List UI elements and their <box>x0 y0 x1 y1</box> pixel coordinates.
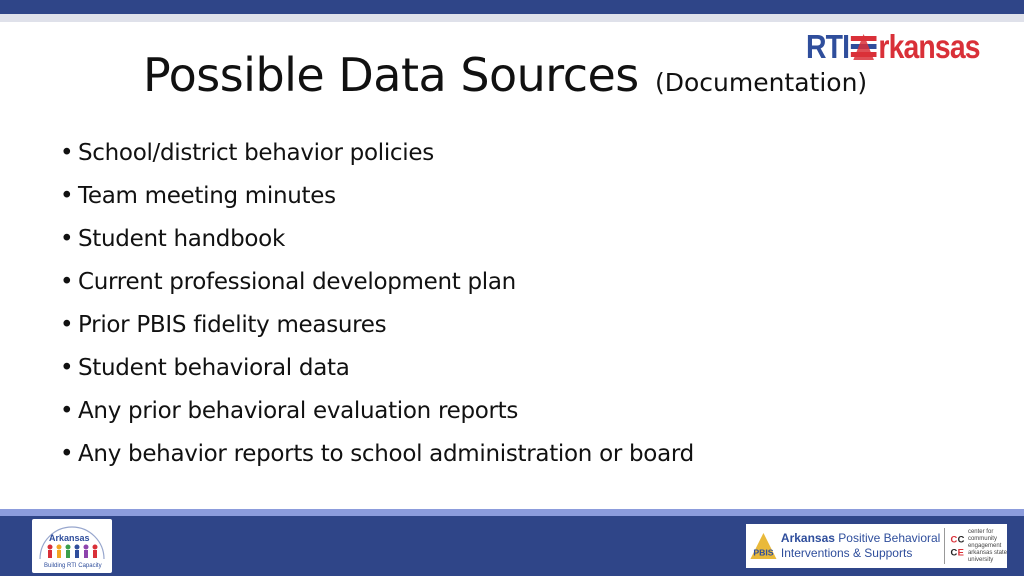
bullet-icon: • <box>60 398 74 424</box>
bullet-icon: • <box>60 183 74 209</box>
spdg-logo-word: Arkansas <box>49 533 90 543</box>
pbis-line1-arkansas: Arkansas <box>780 531 835 545</box>
bullet-icon: • <box>60 226 74 252</box>
bullet-list <box>60 132 694 476</box>
spdg-logo <box>32 519 112 573</box>
list-item <box>60 132 694 175</box>
slide-title <box>143 48 867 102</box>
ccce-letter: E <box>957 546 965 558</box>
bullet-text: Current professional development plan <box>78 269 516 295</box>
bullet-icon: • <box>60 441 74 467</box>
bullet-text: Prior PBIS fidelity measures <box>78 312 387 338</box>
top-band <box>0 0 1024 14</box>
ccce-letter: C <box>957 533 965 545</box>
spdg-logo-caption: Building RTI Capacity <box>44 563 102 569</box>
bullet-text: School/district behavior policies <box>78 140 434 166</box>
top-band-accent <box>0 14 1024 22</box>
bullet-icon: • <box>60 269 74 295</box>
list-item <box>60 304 694 347</box>
rti-arkansas-logo <box>806 30 980 64</box>
list-item <box>60 390 694 433</box>
list-item <box>60 261 694 304</box>
bullet-text: Any prior behavioral evaluation reports <box>78 398 519 424</box>
title-subtitle: (Documentation) <box>654 68 868 97</box>
bullet-text: Student handbook <box>78 226 285 252</box>
rti-logo-arkansas-text: rkansas <box>878 28 980 65</box>
list-item <box>60 218 694 261</box>
pbis-line2: Interventions & Supports <box>780 546 913 560</box>
partner-logos <box>746 524 1007 568</box>
ccce-logo-text <box>968 529 1007 564</box>
bottom-band-accent <box>0 509 1024 516</box>
children-figures-icon <box>48 545 98 559</box>
bullet-icon: • <box>60 312 74 338</box>
ccce-letter: C <box>950 546 958 558</box>
title-main: Possible Data Sources <box>143 48 639 102</box>
ccce-line: engagement <box>967 542 1002 549</box>
ccce-logo-icon <box>949 527 965 565</box>
pbis-line1-rest: Positive Behavioral <box>834 531 941 545</box>
bullet-text: Team meeting minutes <box>78 183 336 209</box>
arkansas-flag-icon <box>851 34 877 60</box>
logo-divider <box>944 528 945 564</box>
list-item <box>60 433 694 476</box>
list-item <box>60 175 694 218</box>
pbis-logo-text <box>781 531 940 561</box>
ccce-line: center for <box>967 528 994 535</box>
pbis-logo-icon <box>749 526 778 566</box>
bullet-text: Any behavior reports to school administration or board <box>78 441 694 467</box>
bullet-text: Student behavioral data <box>78 355 350 381</box>
ccce-line: community <box>967 535 997 542</box>
ccce-line: university <box>967 556 994 563</box>
pbis-mark-text: PBIS <box>753 547 774 558</box>
bullet-icon: • <box>60 355 74 381</box>
rti-logo-rti-text: RTI <box>806 28 850 65</box>
ccce-letter: C <box>950 533 958 545</box>
list-item <box>60 347 694 390</box>
ccce-line: arkansas state <box>967 549 1007 556</box>
bullet-icon: • <box>60 140 74 166</box>
